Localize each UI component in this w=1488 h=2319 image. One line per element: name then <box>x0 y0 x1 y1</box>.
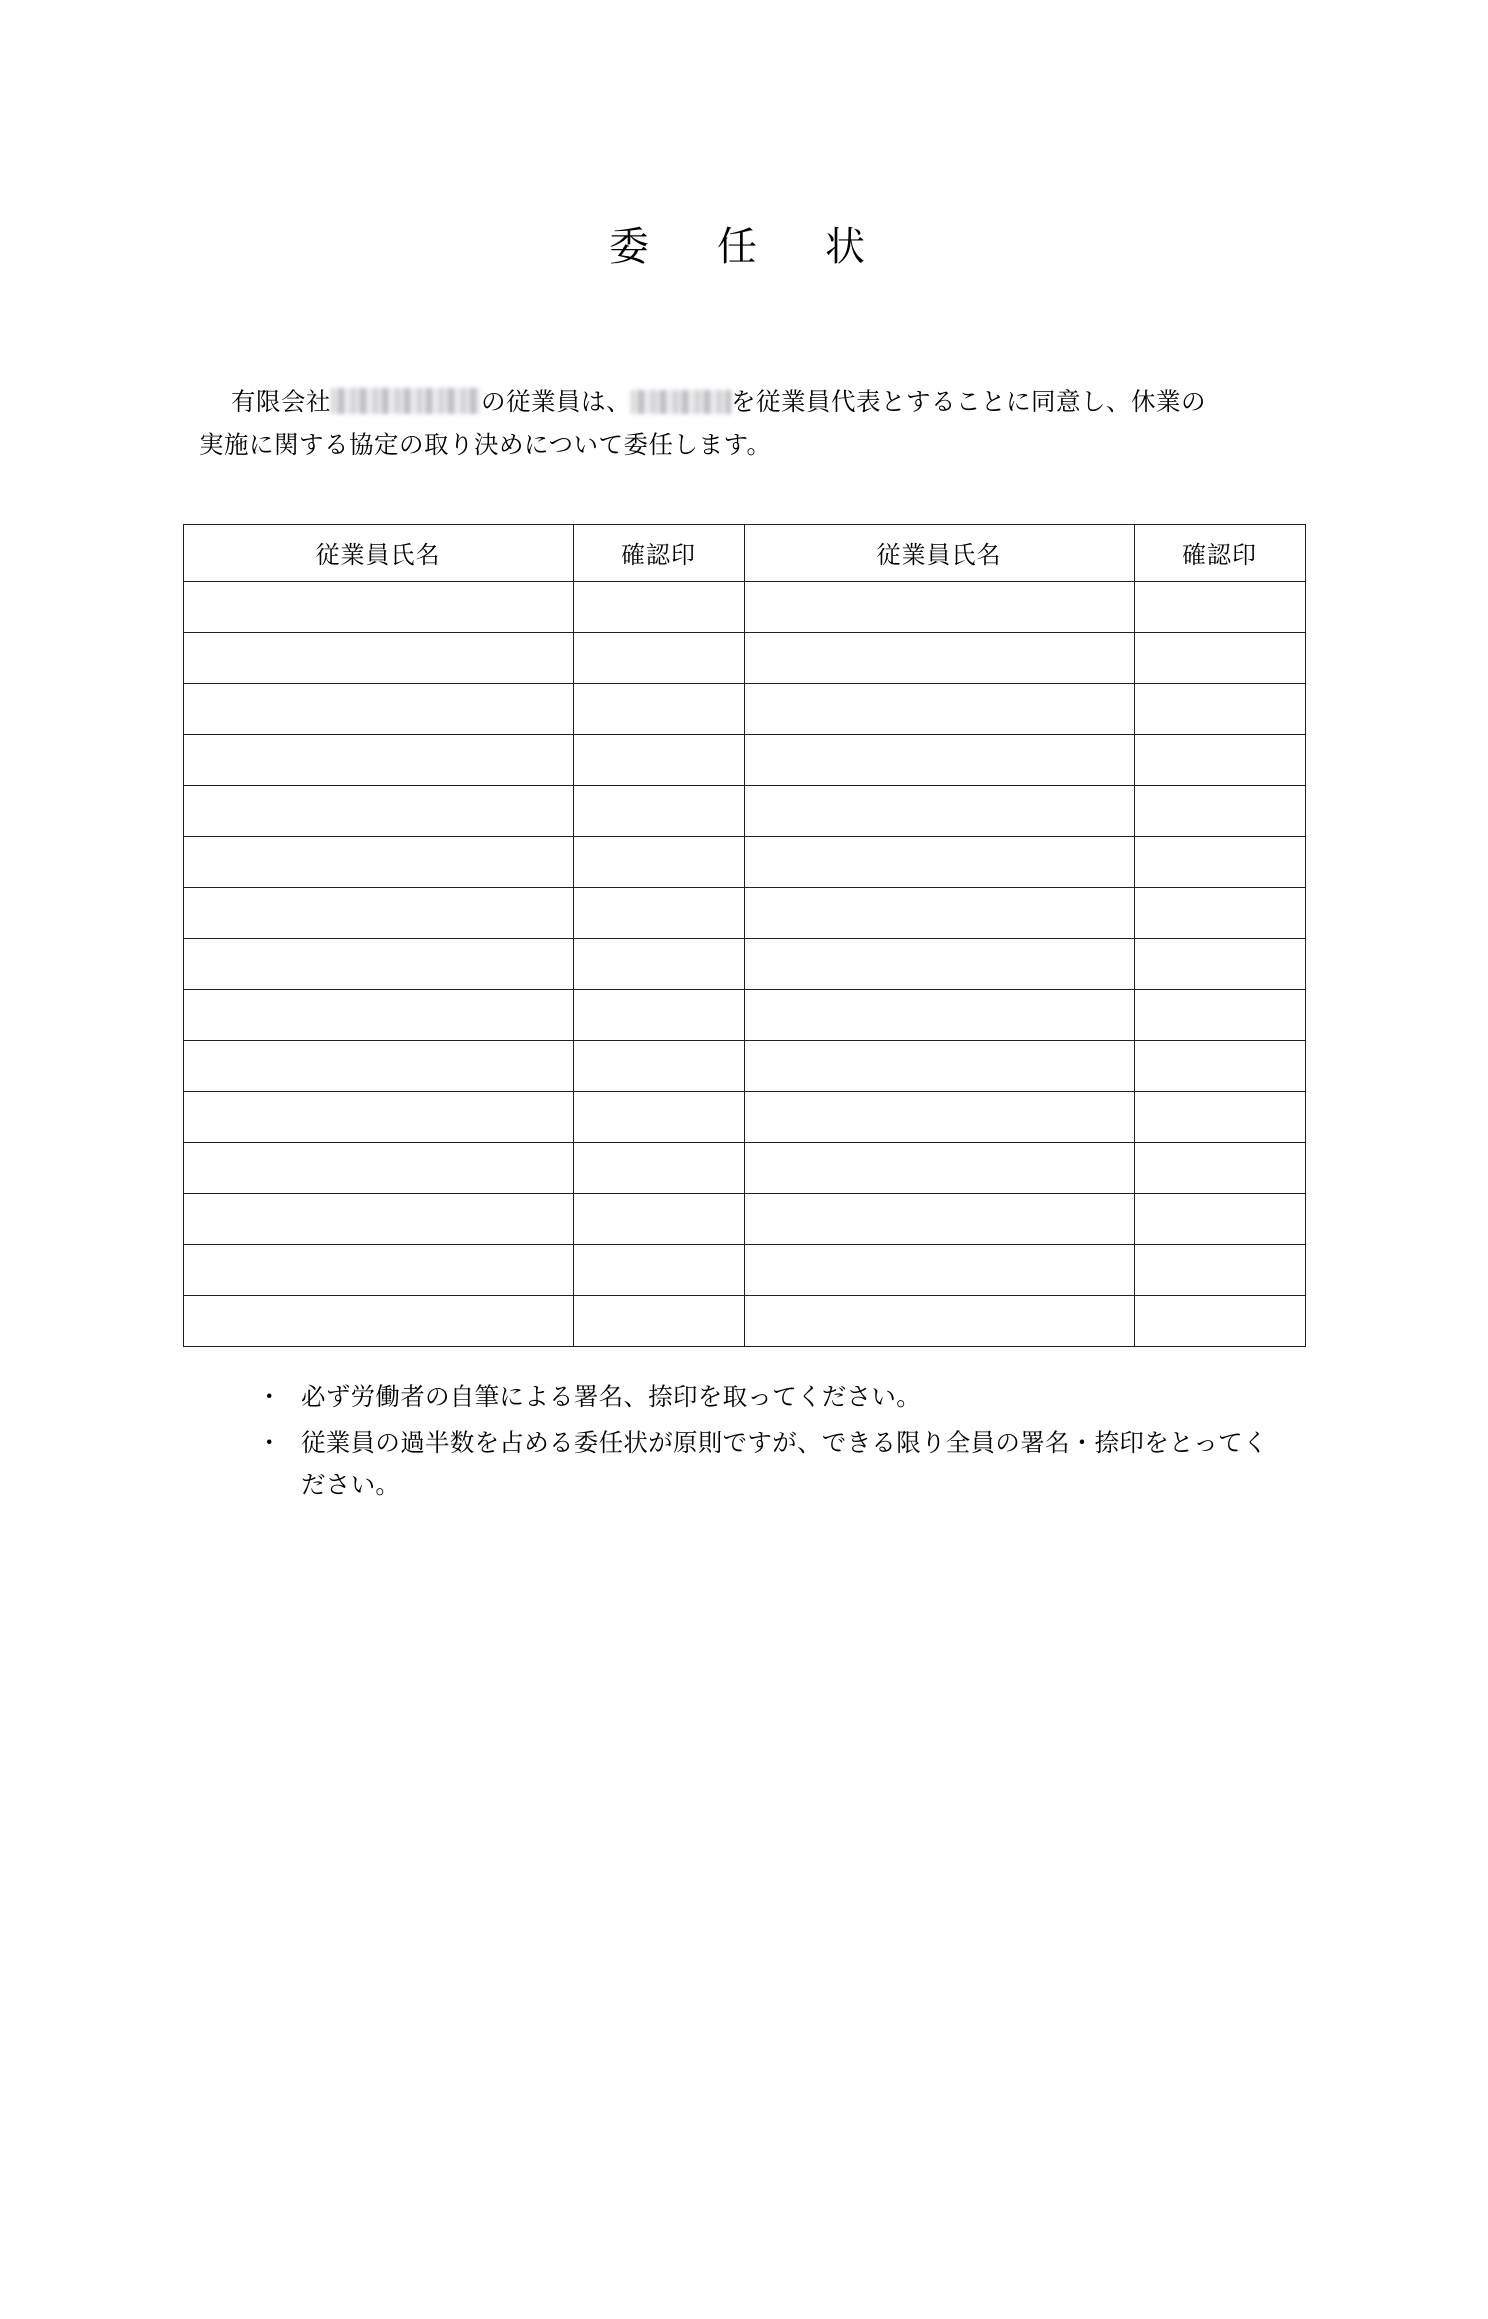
cell-employee-name-left[interactable] <box>183 836 573 887</box>
table-row <box>183 1244 1305 1295</box>
column-header-seal-right: 確認印 <box>1134 524 1305 581</box>
table-row <box>183 1295 1305 1346</box>
cell-seal-left[interactable] <box>573 1040 744 1091</box>
cell-employee-name-left[interactable] <box>183 989 573 1040</box>
table-row <box>183 632 1305 683</box>
bullet-glyph: ・ <box>257 1429 282 1457</box>
cell-employee-name-left[interactable] <box>183 1040 573 1091</box>
table-row <box>183 887 1305 938</box>
cell-employee-name-left[interactable] <box>183 785 573 836</box>
cell-seal-left[interactable] <box>573 785 744 836</box>
column-header-seal-left: 確認印 <box>573 524 744 581</box>
intro-paragraph <box>199 382 1289 468</box>
cell-seal-right[interactable] <box>1134 734 1305 785</box>
cell-seal-right[interactable] <box>1134 989 1305 1040</box>
list-item <box>257 1377 1289 1419</box>
cell-seal-left[interactable] <box>573 1193 744 1244</box>
cell-employee-name-right[interactable] <box>744 938 1134 989</box>
signature-table <box>183 524 1306 1347</box>
table-row <box>183 1040 1305 1091</box>
cell-seal-right[interactable] <box>1134 836 1305 887</box>
cell-employee-name-left[interactable] <box>183 1091 573 1142</box>
table-row <box>183 785 1305 836</box>
cell-seal-right[interactable] <box>1134 887 1305 938</box>
cell-employee-name-right[interactable] <box>744 836 1134 887</box>
cell-seal-left[interactable] <box>573 989 744 1040</box>
cell-employee-name-left[interactable] <box>183 1193 573 1244</box>
note-text: 必ず労働者の自筆による署名、捺印を取ってください。 <box>301 1383 921 1411</box>
page-title: 委 任 状 <box>609 224 879 269</box>
cell-seal-right[interactable] <box>1134 581 1305 632</box>
cell-employee-name-right[interactable] <box>744 1040 1134 1091</box>
table-row <box>183 1142 1305 1193</box>
table-row <box>183 581 1305 632</box>
cell-employee-name-right[interactable] <box>744 989 1134 1040</box>
cell-employee-name-left[interactable] <box>183 581 573 632</box>
cell-seal-left[interactable] <box>573 938 744 989</box>
cell-seal-right[interactable] <box>1134 1193 1305 1244</box>
cell-seal-right[interactable] <box>1134 1040 1305 1091</box>
cell-seal-right[interactable] <box>1134 1091 1305 1142</box>
cell-employee-name-right[interactable] <box>744 1295 1134 1346</box>
cell-employee-name-left[interactable] <box>183 1295 573 1346</box>
notes-list <box>199 1377 1289 1507</box>
table-row <box>183 683 1305 734</box>
table-header-row <box>183 524 1305 581</box>
intro-line-2: 実施に関する協定の取り決めについて委任します。 <box>199 431 772 459</box>
cell-seal-left[interactable] <box>573 683 744 734</box>
cell-seal-left[interactable] <box>573 1295 744 1346</box>
document-page <box>0 215 1488 2319</box>
cell-employee-name-left[interactable] <box>183 632 573 683</box>
cell-seal-left[interactable] <box>573 581 744 632</box>
cell-employee-name-left[interactable] <box>183 1142 573 1193</box>
cell-employee-name-left[interactable] <box>183 734 573 785</box>
cell-seal-right[interactable] <box>1134 938 1305 989</box>
cell-seal-left[interactable] <box>573 734 744 785</box>
table-row <box>183 1193 1305 1244</box>
intro-segment-1: 有限会社 <box>231 389 331 416</box>
cell-seal-right[interactable] <box>1134 1142 1305 1193</box>
list-item <box>257 1423 1289 1507</box>
redacted-representative-name <box>631 390 731 414</box>
cell-seal-right[interactable] <box>1134 632 1305 683</box>
redacted-company-name <box>331 388 481 414</box>
cell-employee-name-right[interactable] <box>744 1193 1134 1244</box>
cell-seal-right[interactable] <box>1134 683 1305 734</box>
cell-employee-name-left[interactable] <box>183 1244 573 1295</box>
cell-seal-left[interactable] <box>573 1091 744 1142</box>
table-row <box>183 836 1305 887</box>
cell-employee-name-right[interactable] <box>744 683 1134 734</box>
cell-seal-right[interactable] <box>1134 1295 1305 1346</box>
cell-employee-name-right[interactable] <box>744 632 1134 683</box>
cell-seal-left[interactable] <box>573 836 744 887</box>
cell-employee-name-right[interactable] <box>744 581 1134 632</box>
cell-employee-name-left[interactable] <box>183 938 573 989</box>
table-row <box>183 989 1305 1040</box>
cell-employee-name-right[interactable] <box>744 734 1134 785</box>
cell-employee-name-right[interactable] <box>744 887 1134 938</box>
table-row <box>183 734 1305 785</box>
cell-seal-right[interactable] <box>1134 1244 1305 1295</box>
bullet-glyph: ・ <box>257 1383 282 1411</box>
cell-employee-name-right[interactable] <box>744 1142 1134 1193</box>
intro-segment-2: の従業員は、 <box>481 389 631 416</box>
cell-seal-right[interactable] <box>1134 785 1305 836</box>
table-body <box>183 581 1305 1346</box>
table-row <box>183 1091 1305 1142</box>
table-row <box>183 938 1305 989</box>
cell-employee-name-right[interactable] <box>744 1091 1134 1142</box>
cell-seal-left[interactable] <box>573 632 744 683</box>
cell-seal-left[interactable] <box>573 1244 744 1295</box>
cell-employee-name-left[interactable] <box>183 683 573 734</box>
cell-seal-left[interactable] <box>573 1142 744 1193</box>
cell-employee-name-right[interactable] <box>744 1244 1134 1295</box>
note-text: 従業員の過半数を占める委任状が原則ですが、できる限り全員の署名・捺印をとってください。 <box>301 1429 1268 1499</box>
cell-seal-left[interactable] <box>573 887 744 938</box>
column-header-employee-name-left: 従業員氏名 <box>183 524 573 581</box>
cell-employee-name-left[interactable] <box>183 887 573 938</box>
cell-employee-name-right[interactable] <box>744 785 1134 836</box>
intro-segment-3: を従業員代表とすることに同意し、休業の <box>731 389 1206 416</box>
column-header-employee-name-right: 従業員氏名 <box>744 524 1134 581</box>
